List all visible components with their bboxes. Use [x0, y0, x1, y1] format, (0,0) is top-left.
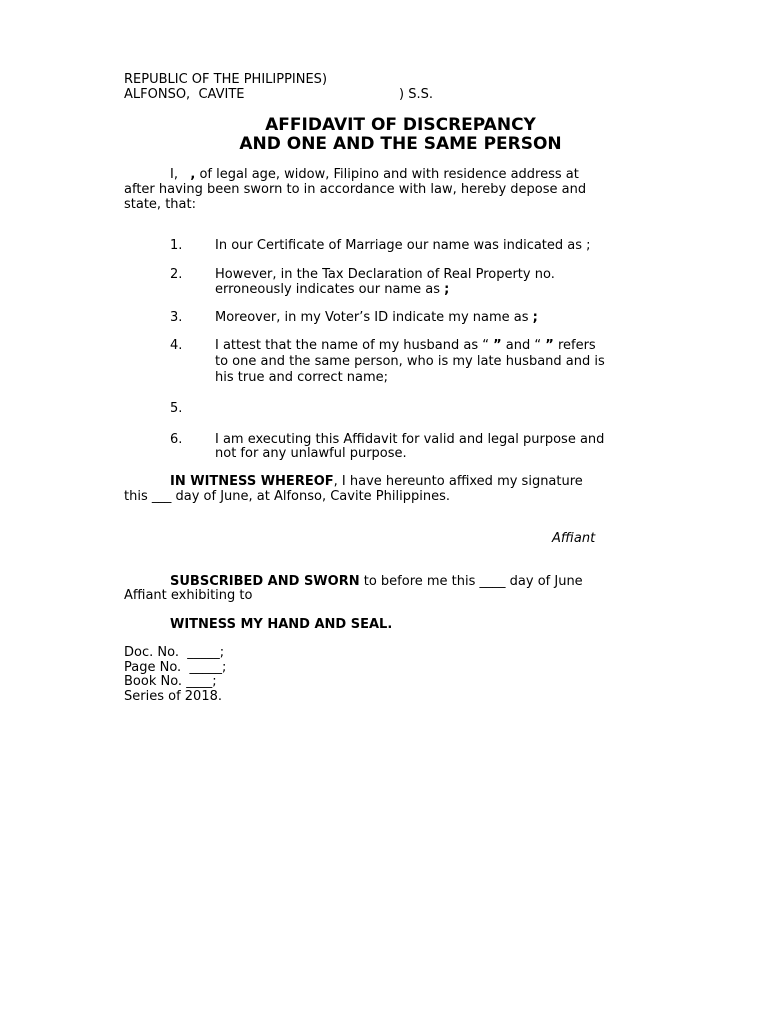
intro-line2: after having been sworn to in accordance with law, hereby depose and	[124, 182, 587, 197]
item-4-line3: his true and correct name;	[215, 370, 389, 385]
item-number: 4.	[170, 338, 183, 353]
page-number: Page No. _____;	[124, 660, 227, 675]
item-number: 2.	[170, 267, 183, 282]
item-number: 5.	[170, 401, 183, 416]
venue-republic: REPUBLIC OF THE PHILIPPINES)	[124, 72, 328, 87]
item-number: 3.	[170, 310, 183, 325]
affiant-label: Affiant	[552, 531, 596, 546]
witness-hand-seal: WITNESS MY HAND AND SEAL.	[170, 617, 393, 632]
item-3-text: Moreover, in my Voter’s ID indicate my name as ;	[215, 310, 538, 325]
item-1-text: In our Certificate of Marriage our name was indicated as ;	[215, 238, 591, 253]
venue-ss: ) S.S.	[399, 87, 433, 102]
subscribed-sworn-line2: Affiant exhibiting to	[124, 588, 253, 603]
witness-whereof-line1: IN WITNESS WHEREOF, I have hereunto affixed my signature	[170, 474, 583, 489]
item-number: 1.	[170, 238, 183, 253]
doc-number: Doc. No. _____;	[124, 645, 225, 660]
item-4-line1: I attest that the name of my husband as “ ” and “ ” refers	[215, 338, 596, 353]
document-title-line1: AFFIDAVIT OF DISCREPANCY	[265, 115, 536, 135]
subscribed-sworn-line1: SUBSCRIBED AND SWORN to before me this ____ day of June	[170, 574, 583, 589]
venue-alfonso: ALFONSO, CAVITE	[124, 87, 245, 102]
item-2-line1: However, in the Tax Declaration of Real Property no.	[215, 267, 555, 282]
item-2-line2: erroneously indicates our name as ;	[215, 282, 450, 297]
affidavit-page	[124, 0, 677, 1024]
document-title-line2: AND ONE AND THE SAME PERSON	[239, 134, 562, 154]
item-6-line1: I am executing this Affidavit for valid and legal purpose and	[215, 432, 605, 447]
item-6-line2: not for any unlawful purpose.	[215, 446, 407, 461]
book-number: Book No. ____;	[124, 674, 217, 689]
intro-line3: state, that:	[124, 197, 196, 212]
item-4-line2: to one and the same person, who is my late husband and is	[215, 354, 605, 369]
series-year: Series of 2018.	[124, 689, 222, 704]
intro-line1: I, , of legal age, widow, Filipino and with residence address at	[170, 167, 579, 182]
item-number: 6.	[170, 432, 183, 447]
witness-whereof-line2: this ___ day of June, at Alfonso, Cavite Philippines.	[124, 489, 450, 504]
